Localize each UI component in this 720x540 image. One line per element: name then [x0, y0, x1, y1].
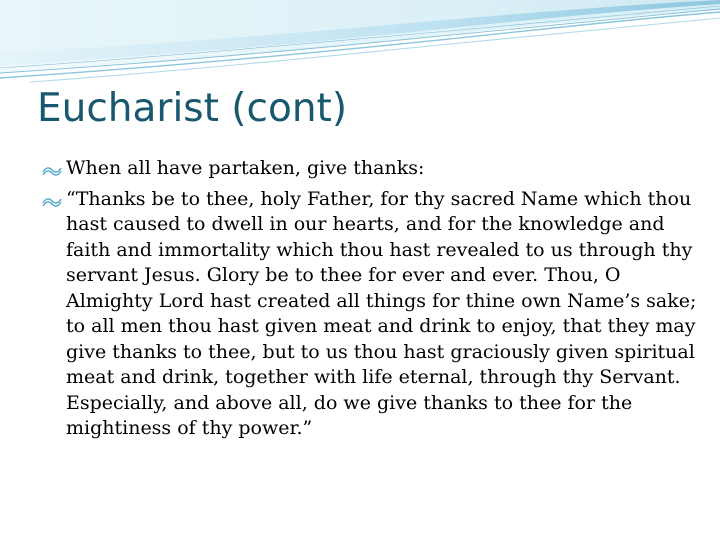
wave-bullet-icon: [42, 164, 62, 176]
bullet-item: [40, 156, 700, 182]
bullet-list: [40, 156, 700, 447]
header-wave-decoration: [0, 0, 720, 90]
bullet-item: [40, 187, 700, 442]
bullet-text: When all have partaken, give thanks:: [66, 157, 425, 179]
slide-title: Eucharist (cont): [37, 86, 348, 131]
bullet-text: “Thanks be to thee, holy Father, for thy sacred Name which thou hast caused to dwell in our hearts, and for the knowledge and faith and immortality which thou hast revealed to us through thy servant Jesus. Glory be to thee for ever and ever. Thou, O Almighty Lord hast created all things for thine own Name’s sake; to all men thou hast given meat and drink to enjoy, that they may give thanks to thee, but to us thou hast graciously given spiritual meat and drink, together with life eternal, through thy Servant. Especially, and above all, do we give thanks to thee for the mightiness of thy power.”: [66, 187, 697, 439]
wave-bullet-icon: [42, 195, 62, 207]
